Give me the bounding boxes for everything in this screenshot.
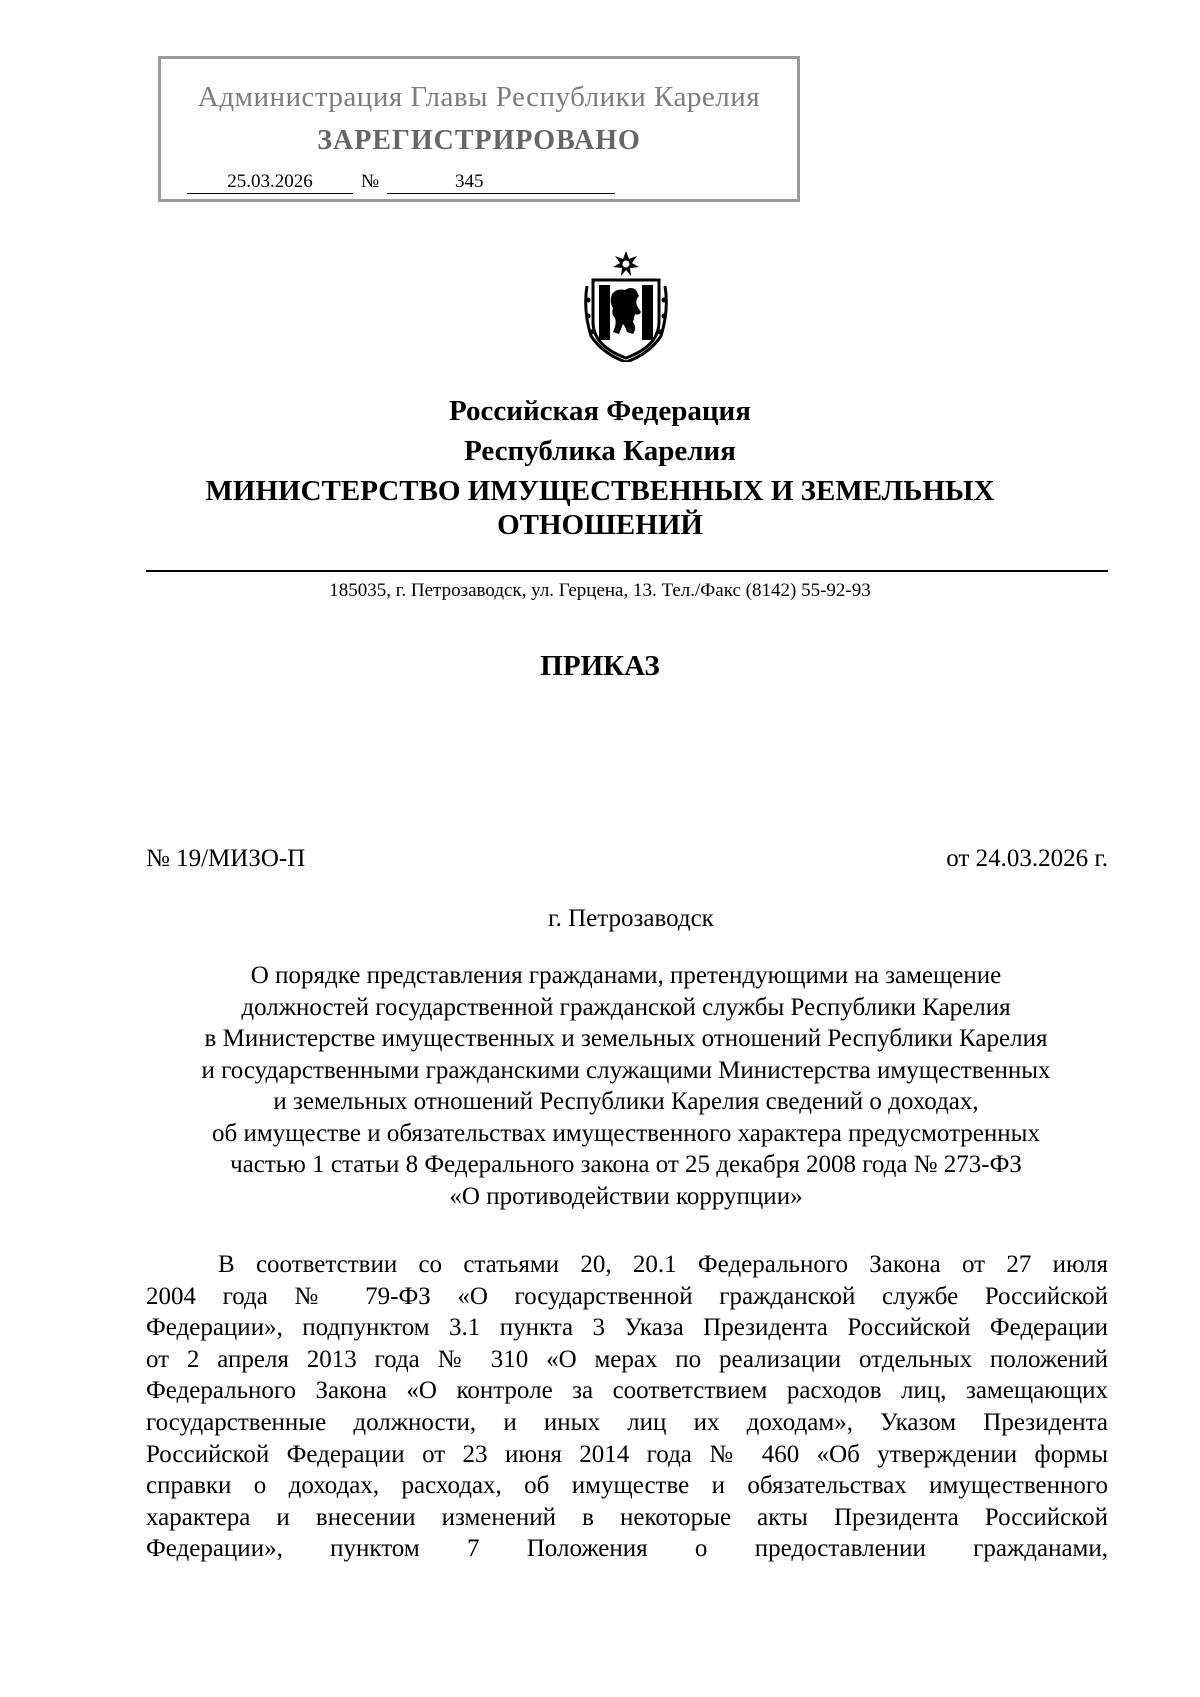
order-body-paragraph [146,1249,1108,1565]
registration-stamp [158,56,800,202]
title-line: и земельных отношений Республики Карелия сведений о доходах, [273,1088,979,1115]
order-title [140,960,1112,1212]
title-line: частью 1 статьи 8 Федерального закона от 25 декабря 2008 года № 273-ФЗ [230,1151,1022,1178]
body-line: Российской Федерации от 23 июня 2014 года № 460 «Об утверждении формы [146,1440,1108,1468]
body-line: 2004 года № 79-ФЗ «О государственной гражданской службе Российской [146,1282,1108,1310]
order-city: г. Петрозаводск [548,905,714,932]
header-country: Российская Федерация [449,395,751,427]
title-line: в Министерстве имущественных и земельных отношений Республики Карелия [204,1025,1048,1052]
body-line: государственные должности, и иных лиц их доходам», Указом Президента [146,1408,1108,1436]
header-ministry-line1: МИНИСТЕРСТВО ИМУЩЕСТВЕННЫХ И ЗЕМЕЛЬНЫХ [205,475,995,507]
title-line: и государственными гражданскими служащими Министерства имущественных [201,1056,1051,1084]
header-region: Республика Карелия [464,435,736,467]
body-line: справки о доходах, расходах, об имуществе и обязательствах имущественного [146,1472,1108,1500]
body-line: В соответствии со статьями 20, 20.1 Федерального Закона от 27 июля [218,1251,1108,1278]
stamp-authority: Администрация Главы Республики Карелия [197,81,761,113]
body-line: Федерации», пунктом 7 Положения о предоставлении гражданами, [146,1535,1108,1563]
body-line: Федерального Закона «О контроле за соответствием расходов лиц, замещающих [146,1377,1108,1405]
title-line: О порядке представления гражданами, претендующими на замещение [250,962,1002,989]
body-line: характера и внесении изменений в некоторые акты Президента Российской [146,1503,1108,1531]
stamp-number-sign: № [361,171,380,192]
header-ministry-line2: ОТНОШЕНИЙ [497,509,703,541]
karelia-coat-of-arms-icon [579,250,673,362]
stamp-number: 345 [387,171,615,194]
title-line: «О противодействии коррупции» [449,1182,803,1210]
header-divider [146,570,1108,572]
document-type-heading: ПРИКАЗ [540,650,660,682]
emblem-star [613,251,639,276]
ministry-address: 185035, г. Петрозаводск, ул. Герцена, 13. Тел./Факс (8142) 55-92-93 [329,580,871,601]
order-number: № 19/МИЗО-П [146,845,306,872]
body-line: Федерации», подпунктом 3.1 пункта 3 Указа Президента Российской Федерации [146,1314,1108,1342]
order-date: от 24.03.2026 г. [946,845,1108,872]
body-line: от 2 апреля 2013 года № 310 «О мерах по реализации отдельных положений [146,1345,1108,1373]
stamp-status: ЗАРЕГИСТРИРОВАНО [317,125,641,156]
title-line: об имуществе и обязательствах имущественного характера предусмотренных [212,1119,1040,1147]
title-line: должностей государственной гражданской службы Республики Карелия [241,993,1011,1021]
stamp-date: 25.03.2026 [187,171,353,194]
